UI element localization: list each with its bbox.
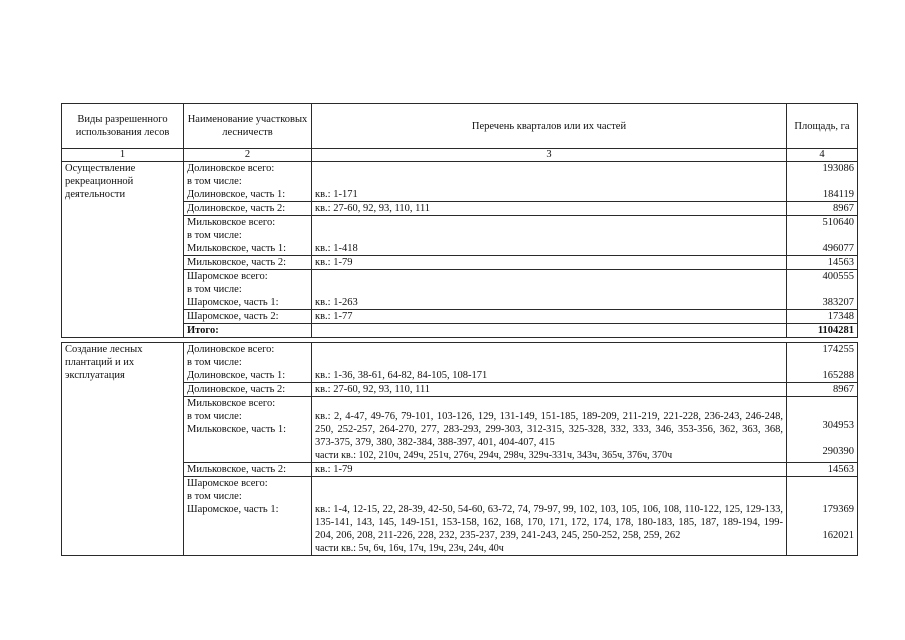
quarters-cell [312, 397, 787, 463]
area-cell [787, 162, 858, 202]
area-value: 174255 [822, 344, 854, 355]
forestry-part-name: Мильковское, часть 1: [187, 424, 286, 435]
including-label: в том числе: [187, 230, 242, 241]
area-value: 14563 [787, 463, 858, 477]
quarters-cell [312, 162, 787, 202]
column-number: 3 [312, 149, 787, 162]
header-use-type: Виды разрешенного использования лесов [62, 104, 184, 149]
table-row [62, 162, 858, 202]
forestry-cell [184, 477, 312, 556]
forestry-part-name: Шаромское, часть 1: [187, 504, 279, 515]
area-value: 383207 [822, 297, 854, 308]
area-cell [787, 343, 858, 383]
forestry-part-name: Долиновское, часть 1: [187, 370, 286, 381]
forest-use-table-continued [61, 342, 858, 556]
quarters-list: кв.: 1-418 [315, 243, 358, 254]
area-value: 8967 [787, 383, 858, 397]
area-value: 165288 [822, 370, 854, 381]
area-value: 184119 [822, 189, 854, 200]
forestry-cell [184, 343, 312, 383]
forestry-total-label: Шаромское всего: [187, 271, 268, 282]
forestry-total-label: Шаромское всего: [187, 478, 268, 489]
area-cell [787, 270, 858, 310]
area-cell [787, 477, 858, 556]
forestry-part-name: Шаромское, часть 2: [184, 310, 312, 324]
use-type-plantations: Создание лесных плантаций и их эксплуатация [62, 343, 184, 556]
area-cell [787, 216, 858, 256]
column-number: 2 [184, 149, 312, 162]
including-label: в том числе: [187, 176, 242, 187]
including-label: в том числе: [187, 357, 242, 368]
quarter-parts-list: части кв.: 102, 210ч, 249ч, 251ч, 276ч, 294ч, 298ч, 329ч-331ч, 343ч, 365ч, 376ч, 370ч [315, 450, 673, 461]
quarters-list: кв.: 1-263 [315, 297, 358, 308]
forestry-part-name: Мильковское, часть 2: [184, 256, 312, 270]
use-type-recreation: Осуществление рекреационной деятельности [62, 162, 184, 338]
quarters-cell [312, 270, 787, 310]
including-label: в том числе: [187, 284, 242, 295]
table-row [62, 343, 858, 383]
header-quarters: Перечень кварталов или их частей [312, 104, 787, 149]
area-value: 162021 [822, 530, 854, 541]
header-area: Площадь, га [787, 104, 858, 149]
area-value: 193086 [822, 163, 854, 174]
forestry-part-name: Шаромское, часть 1: [187, 297, 279, 308]
area-value: 179369 [822, 504, 854, 515]
including-label: в том числе: [187, 411, 242, 422]
quarters-list: кв.: 1-36, 38-61, 64-82, 84-105, 108-171 [315, 370, 488, 381]
quarters-list: кв.: 1-79 [312, 463, 787, 477]
area-value: 8967 [787, 202, 858, 216]
header-forestry: Наименование участковых лесничеств [184, 104, 312, 149]
area-value: 400555 [822, 271, 854, 282]
area-value: 14563 [787, 256, 858, 270]
forestry-part-name: Долиновское, часть 2: [184, 383, 312, 397]
including-label: в том числе: [187, 491, 242, 502]
total-area-value: 1104281 [787, 324, 858, 338]
quarters-cell [312, 477, 787, 556]
column-number-row [62, 149, 858, 162]
forestry-cell [184, 162, 312, 202]
quarters-list: кв.: 1-77 [312, 310, 787, 324]
forestry-part-name: Долиновское, часть 1: [187, 189, 286, 200]
empty-cell [312, 324, 787, 338]
area-value: 304953 [822, 420, 854, 431]
quarters-list: кв.: 27-60, 92, 93, 110, 111 [312, 202, 787, 216]
forestry-part-name: Мильковское, часть 1: [187, 243, 286, 254]
area-value: 496077 [822, 243, 854, 254]
table-header-row [62, 104, 858, 149]
quarters-cell [312, 343, 787, 383]
quarters-list: кв.: 2, 4-47, 49-76, 79-101, 103-126, 129, 131-149, 151-185, 189-209, 211-219, 221-228, 236-243, 246-248, 250, 252-257, 264-270, 277, 283-293, 299-303, 312-315, 325-328, 332, 333, 346, 353-356, 362, 363, 368, 373-375, 379, 380, 382-384, 388-397, 401, 404-407, 415 [315, 411, 783, 448]
forestry-cell [184, 397, 312, 463]
forestry-total-label: Мильковское всего: [187, 217, 276, 228]
area-value: 290390 [822, 446, 854, 457]
area-cell [787, 397, 858, 463]
forestry-part-name: Долиновское, часть 2: [184, 202, 312, 216]
forest-use-table [61, 103, 858, 338]
area-value: 17348 [787, 310, 858, 324]
quarters-list: кв.: 27-60, 92, 93, 110, 111 [312, 383, 787, 397]
quarters-list: кв.: 1-4, 12-15, 22, 28-39, 42-50, 54-60, 63-72, 74, 79-97, 99, 102, 103, 105, 106, 108, 110-122, 125, 129-133, 135-141, 143, 145, 149-151, 153-158, 162, 168, 170, 171, 172, 174, 178, 180-183, 185, 187, 189-194, 199-204, 206, 208, 211-226, 228, 232, 235-237, 239, 241-243, 245, 250-252, 258, 259, 262 [315, 504, 783, 541]
quarter-parts-list: части кв.: 5ч, 6ч, 16ч, 17ч, 19ч, 23ч, 24ч, 40ч [315, 543, 504, 554]
forestry-cell [184, 216, 312, 256]
forestry-total-label: Долиновское всего: [187, 163, 275, 174]
area-value: 510640 [822, 217, 854, 228]
quarters-list: кв.: 1-79 [312, 256, 787, 270]
forestry-total-label: Долиновское всего: [187, 344, 275, 355]
forestry-part-name: Мильковское, часть 2: [184, 463, 312, 477]
column-number: 4 [787, 149, 858, 162]
forestry-cell [184, 270, 312, 310]
quarters-list: кв.: 1-171 [315, 189, 358, 200]
column-number: 1 [62, 149, 184, 162]
forestry-total-label: Мильковское всего: [187, 398, 276, 409]
total-label: Итого: [184, 324, 312, 338]
quarters-cell [312, 216, 787, 256]
